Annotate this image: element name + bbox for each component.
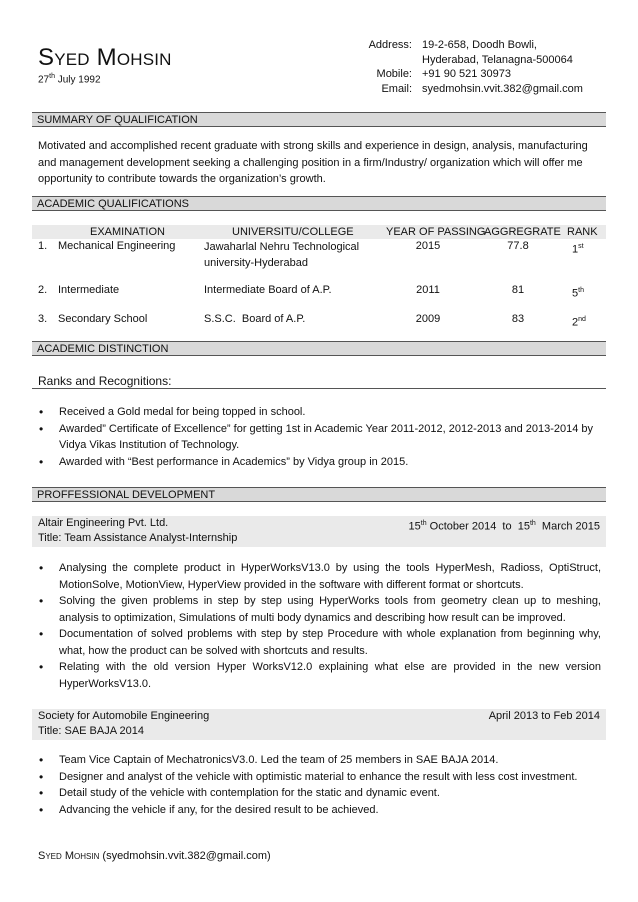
table-row-year: 2009 bbox=[415, 313, 441, 325]
list-item: • Detail study of the vehicle with contemplation for the static and dynamic event. bbox=[38, 785, 601, 802]
col-aggregate: AGGREGRATE bbox=[484, 226, 561, 238]
academic-table-header bbox=[32, 225, 606, 239]
page-footer bbox=[38, 850, 271, 862]
table-row-college: S.S.C. Board of A.P. bbox=[204, 313, 306, 325]
job-dates: April 2013 to Feb 2014 bbox=[488, 710, 600, 722]
table-row-college: Jawaharlal Nehru Technological university-Hyderabad bbox=[204, 241, 360, 269]
job-company: Altair Engineering Pvt. Ltd. bbox=[38, 517, 169, 529]
list-item: • Relating with the old version Hyper WorksV12.0 explaining what else are provided in the new version HyperWorksV13.0. bbox=[38, 659, 601, 692]
mobile-value: +91 90 521 30973 bbox=[422, 68, 512, 80]
table-row-aggregate: 81 bbox=[511, 284, 525, 296]
address-label: Address: bbox=[368, 39, 412, 51]
list-item: • Documentation of solved problems with step by step Procedure with whole explanation from beginning why, what, how the product can be solved with shortcuts and results. bbox=[38, 626, 601, 659]
list-item: • Awarded with “Best performance in Academics” by Vidya group in 2015. bbox=[38, 454, 598, 471]
list-item: • Advancing the vehicle if any, for the desired result to be achieved. bbox=[38, 802, 601, 819]
table-row-exam: Secondary School bbox=[58, 313, 148, 325]
table-row-year: 2015 bbox=[415, 240, 441, 252]
list-item: • Designer and analyst of the vehicle with optimistic material to enhance the result with less cost investment. bbox=[38, 769, 601, 786]
job-title: Title: SAE BAJA 2014 bbox=[38, 725, 144, 737]
address-line-2: Hyderabad, Telanagna-500064 bbox=[422, 53, 573, 66]
summary-text: Motivated and accomplished recent graduate with strong skills and experience in design, analysis, manufacturing and management development seeking a challenging position in a firm/Industry/ organization which will offer me opportunity to contribute towards the organization’s growth. bbox=[38, 140, 588, 185]
table-row-exam: Mechanical Engineering bbox=[58, 240, 176, 252]
col-college: UNIVERSITU/COLLEGE bbox=[232, 226, 354, 238]
table-row-num: 1. bbox=[38, 240, 48, 252]
table-row-rank: 5th bbox=[572, 287, 584, 300]
summary-heading: SUMMARY OF QUALIFICATION bbox=[32, 112, 606, 127]
table-row-rank: 1st bbox=[572, 243, 584, 256]
col-examination: EXAMINATION bbox=[90, 226, 165, 238]
date-of-birth: 27th July 1992 bbox=[38, 73, 101, 86]
distinction-heading: ACADEMIC DISTINCTION bbox=[32, 341, 606, 356]
job-company: Society for Automobile Engineering bbox=[38, 710, 210, 722]
footer-email: (syedmohsin.vvit.382@gmail.com) bbox=[99, 850, 271, 862]
job-dates: 15th October 2014 to 15th March 2015 bbox=[408, 520, 600, 533]
table-row-exam: Intermediate bbox=[58, 284, 120, 296]
table-row-college: Intermediate Board of A.P. bbox=[204, 284, 332, 296]
mobile-label: Mobile: bbox=[376, 68, 412, 80]
academic-heading: ACADEMIC QUALIFICATIONS bbox=[32, 196, 606, 211]
table-row-year: 2011 bbox=[416, 284, 440, 296]
list-item: • Solving the given problems in step by step using HyperWorks tools from geometry clean up to meshing, analysis to optimization, Simulations of multi body dynamics and describing how result can be improved. bbox=[38, 593, 601, 626]
job-header-altair bbox=[32, 516, 606, 547]
table-row-rank: 2nd bbox=[572, 316, 586, 329]
distinction-list bbox=[38, 404, 598, 470]
list-item: • Analysing the complete product in HyperWorksV13.0 by using the tools HyperMesh, Radioss, OptiStruct, MotionSolve, MotionView, HyperView provided in the software with different format or shortcuts. bbox=[38, 560, 601, 593]
list-item: • Received a Gold medal for being topped in school. bbox=[38, 404, 598, 421]
list-item: • Awarded” Certificate of Excellence” for getting 1st in Academic Year 2011-2012, 2012-2013 and 2013-2014 by Vidya Vikas Institution of Technology. bbox=[38, 421, 598, 454]
col-year: YEAR OF PASSING bbox=[386, 226, 486, 238]
table-row-aggregate: 77.8 bbox=[507, 240, 529, 252]
job-header-sae bbox=[32, 709, 606, 740]
job-title: Title: Team Assistance Analyst-Internship bbox=[38, 532, 238, 544]
contact-block bbox=[362, 38, 583, 96]
list-item: • Team Vice Captain of MechatronicsV3.0. Led the team of 25 members in SAE BAJA 2014. bbox=[38, 752, 601, 769]
ranks-label: Ranks and Recognitions: bbox=[38, 374, 172, 388]
altair-duties-list bbox=[38, 560, 601, 692]
footer-name: Syed Mohsin bbox=[38, 850, 100, 862]
email-label: Email: bbox=[381, 82, 412, 95]
address-line-1: 19-2-658, Doodh Bowli, bbox=[422, 39, 537, 51]
professional-heading: PROFFESSIONAL DEVELOPMENT bbox=[32, 487, 606, 502]
divider bbox=[32, 388, 606, 389]
table-row-num: 2. bbox=[38, 284, 48, 296]
email-value: syedmohsin.vvit.382@gmail.com bbox=[422, 82, 583, 95]
table-row-num: 3. bbox=[38, 313, 48, 325]
candidate-name: Syed Mohsin bbox=[38, 44, 172, 71]
sae-duties-list bbox=[38, 752, 601, 818]
table-row-aggregate: 83 bbox=[511, 313, 525, 325]
col-rank: RANK bbox=[567, 226, 598, 238]
